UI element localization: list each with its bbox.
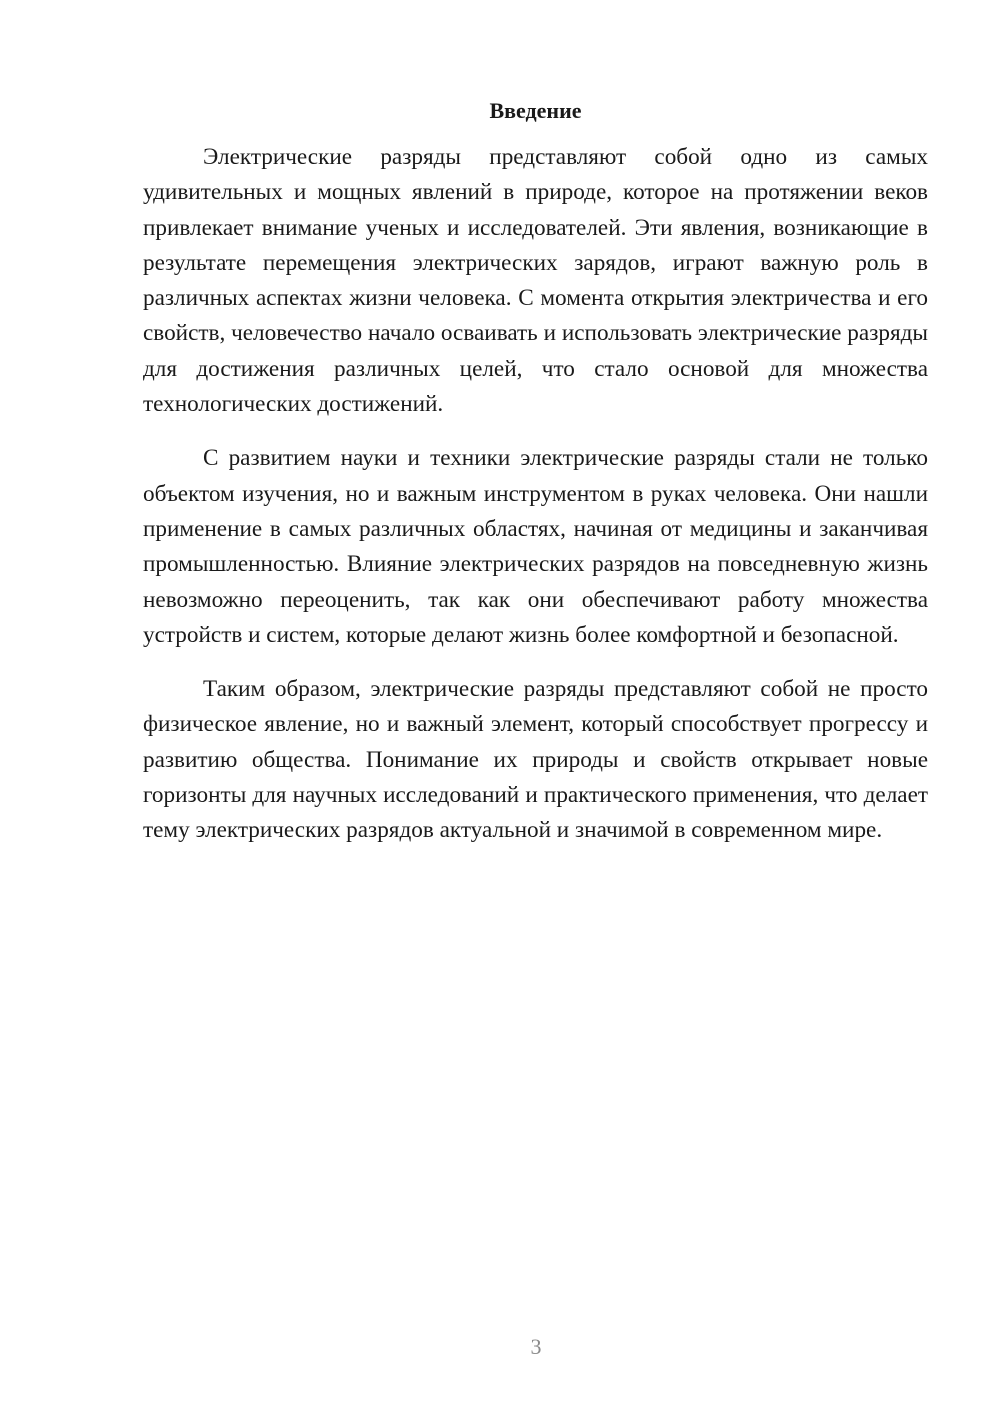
paragraph-2: С развитием науки и техники электрические разряды стали не только объектом изучения, но и важным инструментом в руках человека. Они нашли применение в самых различных областях, начиная от медицины и заканчивая промышленностью. Влияние электрических разрядов на повседневную жизнь невозможно переоценить, так как они обеспечивают работу множества устройств и систем, которые делают жизнь более комфортной и безопасной. (143, 445, 928, 648)
section-title: Введение (489, 98, 582, 123)
page-content (143, 96, 928, 868)
paragraph-3: Таким образом, электрические разряды представляют собой не просто физическое явление, но и важный элемент, который способствует прогрессу и развитию общества. Понимание их природы и свойств открывает новые горизонты для научных исследований и практического применения, что делает тему электрических разрядов актуальной и значимой в современном мире. (143, 676, 928, 844)
paragraph-1: Электрические разряды представляют собой одно из самых удивительных и мощных явлений в природе, которое на протяжении веков привлекает внимание ученых и исследователей. Эти явления, возникающие в результате перемещения электрических зарядов, играют важную роль в различных аспектах жизни человека. С момента открытия электричества и его свойств, человечество начало осваивать и использовать электрические разряды для достижения различных целей, что стало основой для множества технологических достижений. (143, 144, 928, 418)
page-number: 3 (530, 1334, 542, 1359)
